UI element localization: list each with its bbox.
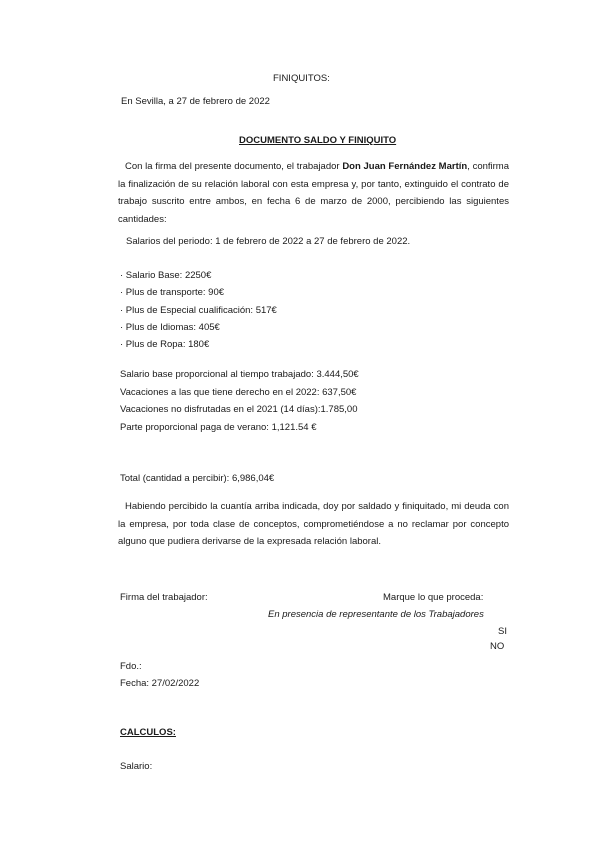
- worker-name: Don Juan Fernández Martín: [342, 161, 468, 172]
- list-item: · Plus de Especial cualificación: 517€: [120, 305, 277, 316]
- document-title: DOCUMENTO SALDO Y FINIQUITO: [239, 135, 397, 146]
- period: Salarios del periodo: 1 de febrero de 2022 a 27 de febrero de 2022.: [126, 236, 411, 247]
- intro-paragraph: [118, 158, 509, 228]
- total: Total (cantidad a percibir): 6,986,04€: [120, 473, 275, 484]
- list-item: · Salario Base: 2250€: [120, 270, 212, 281]
- list-item: Vacaciones a las que tiene derecho en el 2022: 637,50€: [120, 387, 357, 398]
- intro-before: Con la firma del presente documento, el trabajador: [125, 161, 343, 172]
- fdo-label: Fdo.:: [120, 661, 142, 672]
- closing-paragraph: [118, 498, 509, 551]
- calc-title: CALCULOS:: [120, 727, 176, 738]
- list-item: Salario base proporcional al tiempo trabajado: 3.444,50€: [120, 369, 359, 380]
- list-item: · Plus de transporte: 90€: [120, 287, 225, 298]
- list-item: · Plus de Idiomas: 405€: [120, 322, 220, 333]
- list-item: Vacaciones no disfrutadas en el 2021 (14 días):1.785,00: [120, 404, 358, 415]
- intro-after: , confirma la finalización de su relación laboral con esta empresa y, por tanto, extinguido el contrato de trabajo suscrito entre ambos, en fecha 6 de marzo de 2000, percibiendo las siguientes cantidades:: [118, 161, 509, 225]
- header: FINIQUITOS:: [273, 73, 330, 84]
- option-no: NO: [490, 641, 505, 652]
- presence-text: En presencia de representante de los Trabajadores: [268, 609, 484, 620]
- worker-signature-label: Firma del trabajador:: [120, 592, 208, 603]
- signature-date: Fecha: 27/02/2022: [120, 678, 200, 689]
- mark-label: Marque lo que proceda:: [383, 592, 484, 603]
- closing-text: Habiendo percibido la cuantía arriba indicada, doy por saldado y finiquitado, mi deuda con la empresa, por toda clase de conceptos, comprometiéndose a no reclamar por concepto alguno que pudiera derivarse de la expresada relación laboral.: [118, 501, 509, 547]
- option-yes: SI: [498, 626, 507, 637]
- calc-salary: Salario:: [120, 761, 153, 772]
- list-item: · Plus de Ropa: 180€: [120, 339, 210, 350]
- list-item: Parte proporcional paga de verano: 1,121.54 €: [120, 422, 317, 433]
- place-date: En Sevilla, a 27 de febrero de 2022: [121, 96, 270, 107]
